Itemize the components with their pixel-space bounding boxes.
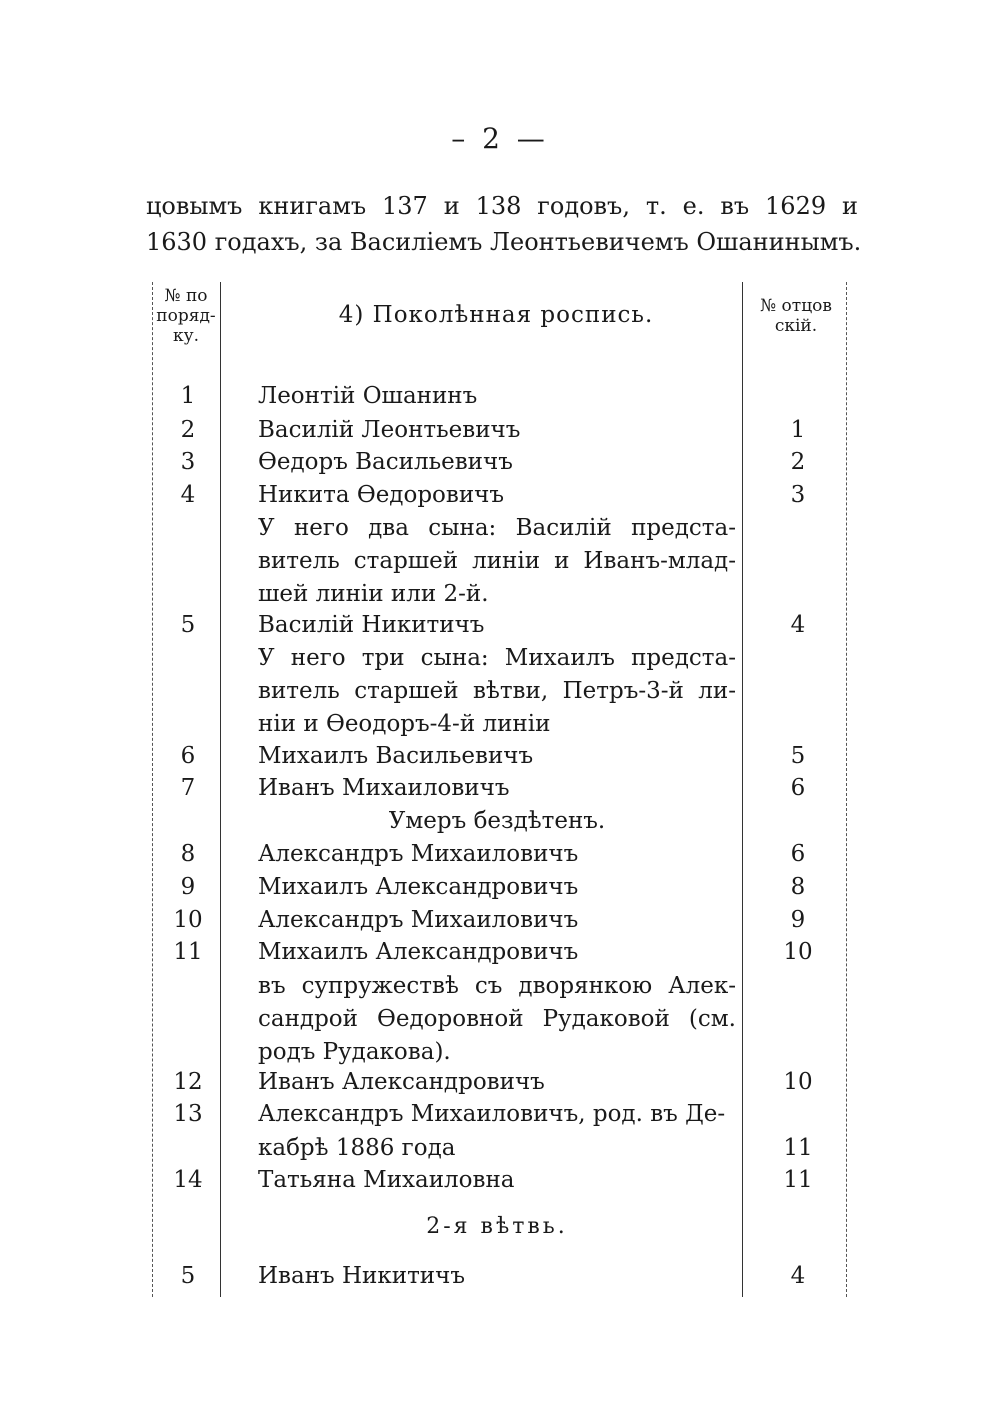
header-line: № по [164, 286, 208, 306]
row-name: Василій Леонтьевичъ [258, 417, 521, 443]
row-number: 14 [173, 1167, 203, 1193]
table-row [146, 479, 850, 511]
note-line: родъ Рудакова). [258, 1039, 451, 1065]
row-father: 5 [790, 743, 806, 769]
row-name: Иванъ Александровичъ [258, 1069, 545, 1095]
table-row [146, 740, 850, 772]
row-number: 2 [180, 417, 196, 443]
column-header-number [152, 286, 220, 346]
note-line: шей линіи или 2-й. [258, 581, 489, 607]
row-father: 6 [790, 841, 806, 867]
note-line: У него три сына: Михаилъ предста- [258, 645, 736, 671]
row-father: 11 [783, 1167, 813, 1193]
row-name: Иванъ Михаиловичъ [258, 775, 510, 801]
row-father: 10 [783, 1069, 813, 1095]
row-father: 6 [790, 775, 806, 801]
table-row [146, 1164, 850, 1196]
intro-paragraph [146, 188, 862, 260]
table-row [146, 871, 850, 903]
row-father: 4 [790, 1263, 806, 1289]
row-number: 13 [173, 1101, 203, 1127]
note-line: въ супружествѣ съ дворянкою Алек- [258, 973, 736, 999]
row-note [258, 512, 736, 611]
row-number: 7 [180, 775, 196, 801]
row-number: 8 [180, 841, 196, 867]
row-name: Александръ Михаиловичъ [258, 907, 579, 933]
table-row [146, 772, 850, 804]
header-line: ку. [172, 326, 200, 346]
row-name: Михаилъ Васильевичъ [258, 743, 534, 769]
row-note [258, 642, 736, 741]
row-note: Умеръ бездѣтенъ. [388, 808, 606, 834]
header-line: поряд- [156, 306, 216, 326]
row-name: Михаилъ Александровичъ [258, 939, 579, 965]
row-number: 9 [180, 874, 196, 900]
row-father: 1 [790, 417, 806, 443]
row-number: 4 [180, 482, 196, 508]
row-father: 9 [790, 907, 806, 933]
genealogy-table [146, 282, 850, 1297]
row-father: 10 [783, 939, 813, 965]
page-number: – 2 — [451, 122, 549, 155]
header-line: № отцов [760, 296, 832, 316]
row-number: 1 [180, 383, 196, 409]
row-number: 10 [173, 907, 203, 933]
row-father: 2 [790, 449, 806, 475]
row-name: Михаилъ Александровичъ [258, 874, 579, 900]
header-line: скій. [774, 316, 818, 336]
row-name: Татьяна Михаиловна [258, 1167, 515, 1193]
intro-line: 1630 годахъ, за Василіемъ Леонтьевичемъ Ошанинымъ. [146, 228, 862, 256]
row-number: 11 [173, 939, 203, 965]
note-line: витель старшей вѣтви, Петръ-3-й ли- [258, 678, 736, 704]
row-father: 3 [790, 482, 806, 508]
table-row [146, 1098, 850, 1130]
table-row [146, 414, 850, 446]
row-name: Никита Ѳедоровичъ [258, 482, 505, 508]
table-row [146, 609, 850, 641]
row-name: Александръ Михаиловичъ [258, 841, 579, 867]
intro-line: цовымъ книгамъ 137 и 138 годовъ, т. е. въ 1629 и [146, 192, 858, 220]
table-row [146, 838, 850, 870]
row-name: Александръ Михаиловичъ, род. въ Де- [258, 1101, 726, 1127]
note-line: ніи и Ѳеодоръ-4-й линіи [258, 711, 551, 737]
note-line: сандрой Ѳедоровной Рудаковой (см. [258, 1006, 736, 1032]
table-title: 4) Поколѣнная роспись. [338, 302, 654, 328]
table-row-continuation [146, 1132, 850, 1164]
table-row [146, 1260, 850, 1292]
row-name: Василій Никитичъ [258, 612, 485, 638]
table-row [146, 380, 850, 412]
row-number: 12 [173, 1069, 203, 1095]
row-number: 5 [180, 612, 196, 638]
section-title: 2-я вѣтвь. [426, 1214, 568, 1239]
row-number: 5 [180, 1263, 196, 1289]
note-line: У него два сына: Василій предста- [258, 515, 736, 541]
row-name: Иванъ Никитичъ [258, 1263, 465, 1289]
column-header-father [746, 296, 846, 336]
table-row [146, 904, 850, 936]
note-line: витель старшей линіи и Иванъ-млад- [258, 548, 736, 574]
row-father: 8 [790, 874, 806, 900]
row-name: Ѳедоръ Васильевичъ [258, 449, 513, 475]
table-row [146, 446, 850, 478]
row-father: 4 [790, 612, 806, 638]
row-name: Леонтій Ошанинъ [258, 383, 478, 409]
row-name: кабрѣ 1886 года [258, 1135, 456, 1161]
row-number: 6 [180, 743, 196, 769]
table-row [146, 936, 850, 968]
table-row [146, 1066, 850, 1098]
row-note [258, 970, 736, 1069]
row-father: 11 [783, 1135, 813, 1161]
row-number: 3 [180, 449, 196, 475]
